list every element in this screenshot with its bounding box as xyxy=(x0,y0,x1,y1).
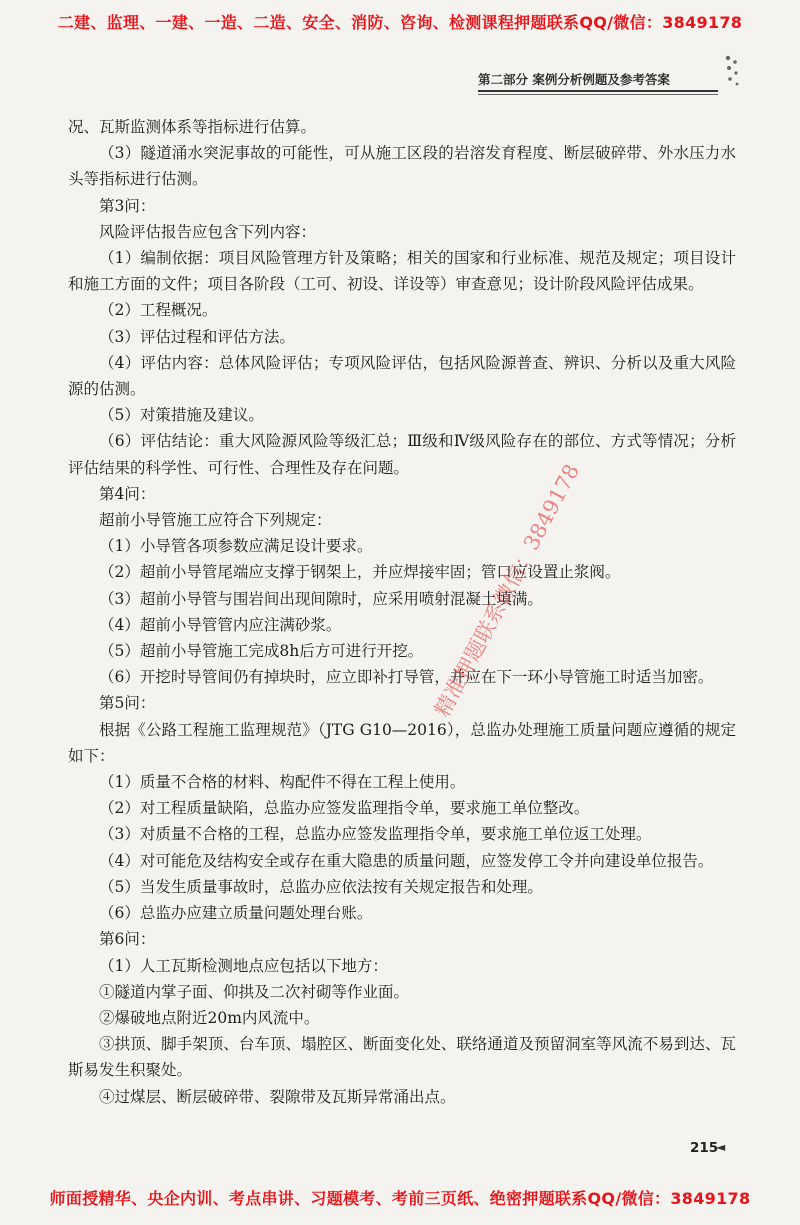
top-promo-banner: 二建、监理、一建、一造、二造、安全、消防、咨询、检测课程押题联系QQ/微信：3849178 xyxy=(57,13,743,32)
arrow-left-icon: ◄ xyxy=(716,1140,726,1154)
header-rule-thin xyxy=(478,94,718,95)
paragraph: （3）隧道涌水突泥事故的可能性，可从施工区段的岩溶发育程度、断层破碎带、外水压力水头等指标进行估测。 xyxy=(68,144,736,189)
paragraph: （4）评估内容：总体风险评估；专项风险评估，包括风险源普查、辨识、分析以及重大风险源的估测。 xyxy=(68,353,736,399)
paragraph: （3）超前小导管与围岩间出现间隙时，应采用喷射混凝土填满。 xyxy=(99,589,543,608)
paragraph: （5）对策措施及建议。 xyxy=(99,406,264,425)
paragraph: （3）对质量不合格的工程，总监办应签发监理指令单，要求施工单位返工处理。 xyxy=(99,825,652,844)
paragraph: （5）超前小导管施工完成8h后方可进行开挖。 xyxy=(99,642,424,661)
paragraph: （6）开挖时导管间仍有掉块时，应立即补打导管，并应在下一环小导管施工时适当加密。 xyxy=(99,668,714,687)
paragraph: 风险评估报告应包含下列内容： xyxy=(99,222,317,241)
bottom-promo-banner: 师面授精华、央企内训、考点串讲、习题模考、考前三页纸、绝密押题联系QQ/微信：3849178 xyxy=(49,1189,751,1208)
paragraph: （2）超前小导管尾端应支撑于钢架上，并应焊接牢固；管口应设置止浆阀。 xyxy=(99,563,621,582)
paragraph: ①隧道内掌子面、仰拱及二次衬砌等作业面。 xyxy=(99,982,410,1001)
paragraph: ④过煤层、断层破碎带、裂隙带及瓦斯异常涌出点。 xyxy=(99,1087,456,1106)
paragraph: （2）对工程质量缺陷，总监办应签发监理指令单，要求施工单位整改。 xyxy=(99,799,590,818)
paragraph: （6）评估结论：重大风险源风险等级汇总；Ⅲ级和Ⅳ级风险存在的部位、方式等情况；分析评估结果的科学性、可行性、合理性及存在问题。 xyxy=(68,432,736,477)
paragraph: 第5问： xyxy=(99,694,156,713)
paragraph: 第4问： xyxy=(99,484,156,503)
section-title: 第二部分 案例分析例题及参考答案 xyxy=(478,72,670,87)
paragraph: （2）工程概况。 xyxy=(99,301,218,320)
paragraph: （1）人工瓦斯检测地点应包括以下地方： xyxy=(99,956,388,975)
running-header xyxy=(478,70,728,94)
body-text xyxy=(68,114,736,1110)
paragraph: 第3问： xyxy=(99,196,156,215)
paragraph: （6）总监办应建立质量问题处理台账。 xyxy=(99,904,373,923)
paragraph: （4）超前小导管管内应注满砂浆。 xyxy=(99,615,342,634)
watermark: 精准押题联系微信：3849178 xyxy=(430,460,585,721)
paragraph: 况、瓦斯监测体系等指标进行估算。 xyxy=(68,118,317,136)
paragraph: 根据《公路工程施工监理规范》（JTG G10—2016），总监办处理施工质量问题应遵循的规定如下： xyxy=(68,720,736,765)
paragraph: （3）评估过程和评估方法。 xyxy=(99,327,295,346)
paragraph: 第6问： xyxy=(99,930,156,949)
header-rule xyxy=(478,90,718,92)
ornament-icon xyxy=(722,52,742,92)
paragraph: ②爆破地点附近20m内风流中。 xyxy=(99,1008,320,1027)
paragraph: （4）对可能危及结构安全或存在重大隐患的质量问题，应签发停工令并向建设单位报告。 xyxy=(99,851,714,870)
paragraph: （1）质量不合格的材料、构配件不得在工程上使用。 xyxy=(99,773,466,792)
page-number: 215 xyxy=(690,1140,719,1156)
paragraph: （1）编制依据：项目风险管理方针及策略；相关的国家和行业标准、规范及规定；项目设计和施工方面的文件；项目各阶段（工可、初设、详设等）审查意见；设计阶段风险评估成果。 xyxy=(68,249,736,294)
paragraph: （5）当发生质量事故时，总监办应依法按有关规定报告和处理。 xyxy=(99,877,543,896)
paragraph: ③拱顶、脚手架顶、台车顶、塌腔区、断面变化处、联络通道及预留洞室等风流不易到达、瓦斯易发生积聚处。 xyxy=(68,1035,736,1080)
paragraph: 超前小导管施工应符合下列规定： xyxy=(99,511,332,530)
paragraph: （1）小导管各项参数应满足设计要求。 xyxy=(99,537,373,556)
